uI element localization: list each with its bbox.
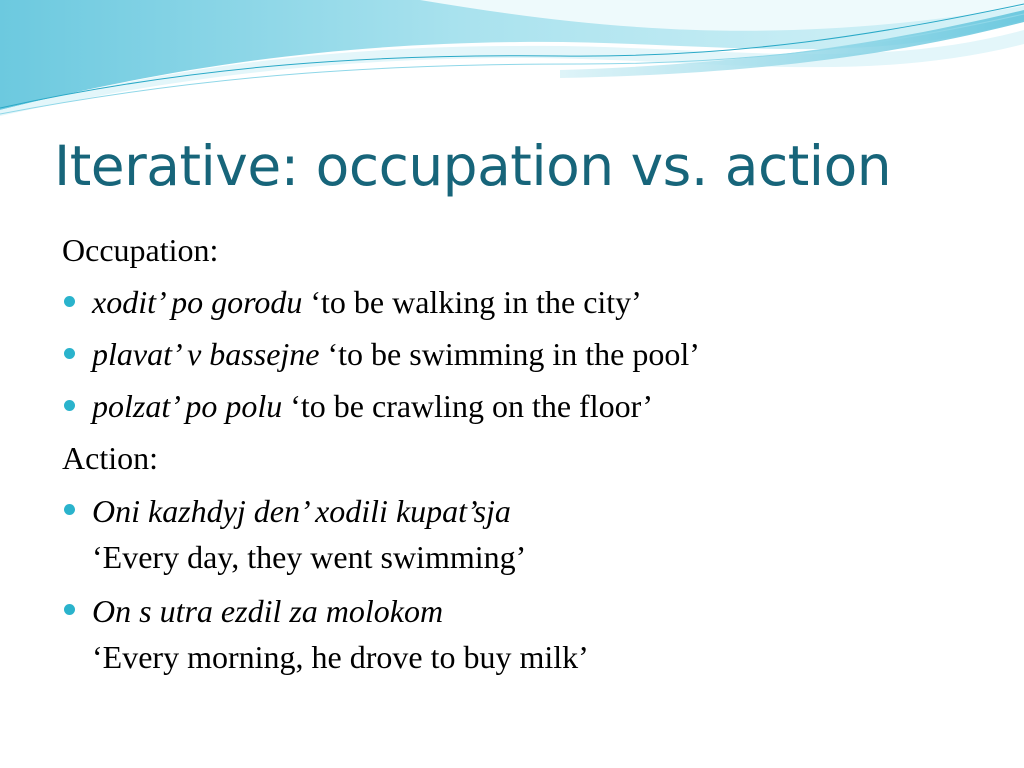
occupation-list (62, 276, 992, 432)
list-item (62, 276, 992, 328)
english-gloss: ‘to be walking in the city’ (302, 284, 642, 320)
english-gloss: ‘Every day, they went swimming’ (92, 539, 527, 575)
occupation-heading: Occupation: (62, 232, 219, 268)
russian-phrase: polzat’ po polu (92, 388, 283, 424)
list-item (62, 380, 992, 432)
russian-phrase: xodit’ po gorodu (92, 284, 303, 320)
bullet-dot-icon (64, 604, 75, 615)
russian-phrase: plavat’ v bassejne (92, 336, 320, 372)
russian-phrase: Oni kazhdyj den’ xodili kupat’sja (92, 493, 511, 529)
list-item (62, 584, 992, 684)
bullet-dot-icon (64, 504, 75, 515)
bullet-dot-icon (64, 348, 75, 359)
slide-body (62, 224, 992, 684)
action-heading: Action: (62, 440, 158, 476)
bullet-dot-icon (64, 400, 75, 411)
list-item (62, 484, 992, 584)
bullet-dot-icon (64, 296, 75, 307)
action-list (62, 484, 992, 684)
russian-phrase: On s utra ezdil za molokom (92, 593, 444, 629)
wave-header-decoration (0, 0, 1024, 120)
list-item (62, 328, 992, 380)
slide-title: Iterative: occupation vs. action (54, 134, 892, 198)
english-gloss: ‘to be crawling on the floor’ (282, 388, 654, 424)
english-gloss: ‘Every morning, he drove to buy milk’ (92, 639, 589, 675)
english-gloss: ‘to be swimming in the pool’ (319, 336, 700, 372)
